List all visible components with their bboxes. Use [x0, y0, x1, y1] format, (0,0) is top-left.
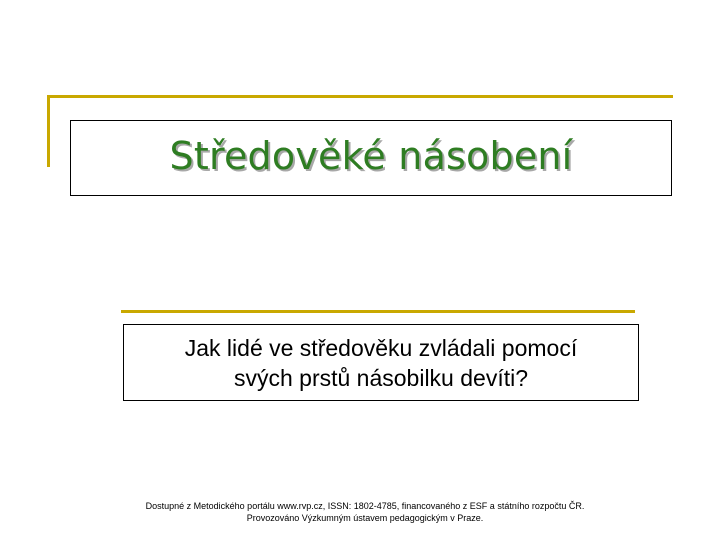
- footer-line-2: Provozováno Výzkumným ústavem pedagogickým v Praze.: [246, 513, 484, 523]
- accent-line-middle: [121, 310, 635, 313]
- slide-title: Středověké násobení: [169, 134, 573, 178]
- accent-line-top: [48, 95, 673, 98]
- title-box: [70, 120, 672, 196]
- subtitle-box: [123, 324, 639, 401]
- accent-line-left: [47, 95, 50, 167]
- footer-line-1: Dostupné z Metodického portálu www.rvp.cz, ISSN: 1802-4785, financovaného z ESF a státního rozpočtu ČR.: [145, 501, 585, 511]
- subtitle-line-1: Jak lidé ve středověku zvládali pomocí: [184, 334, 578, 361]
- subtitle-line-2: svých prstů násobilku devíti?: [233, 364, 529, 391]
- footer-credits: [115, 500, 615, 524]
